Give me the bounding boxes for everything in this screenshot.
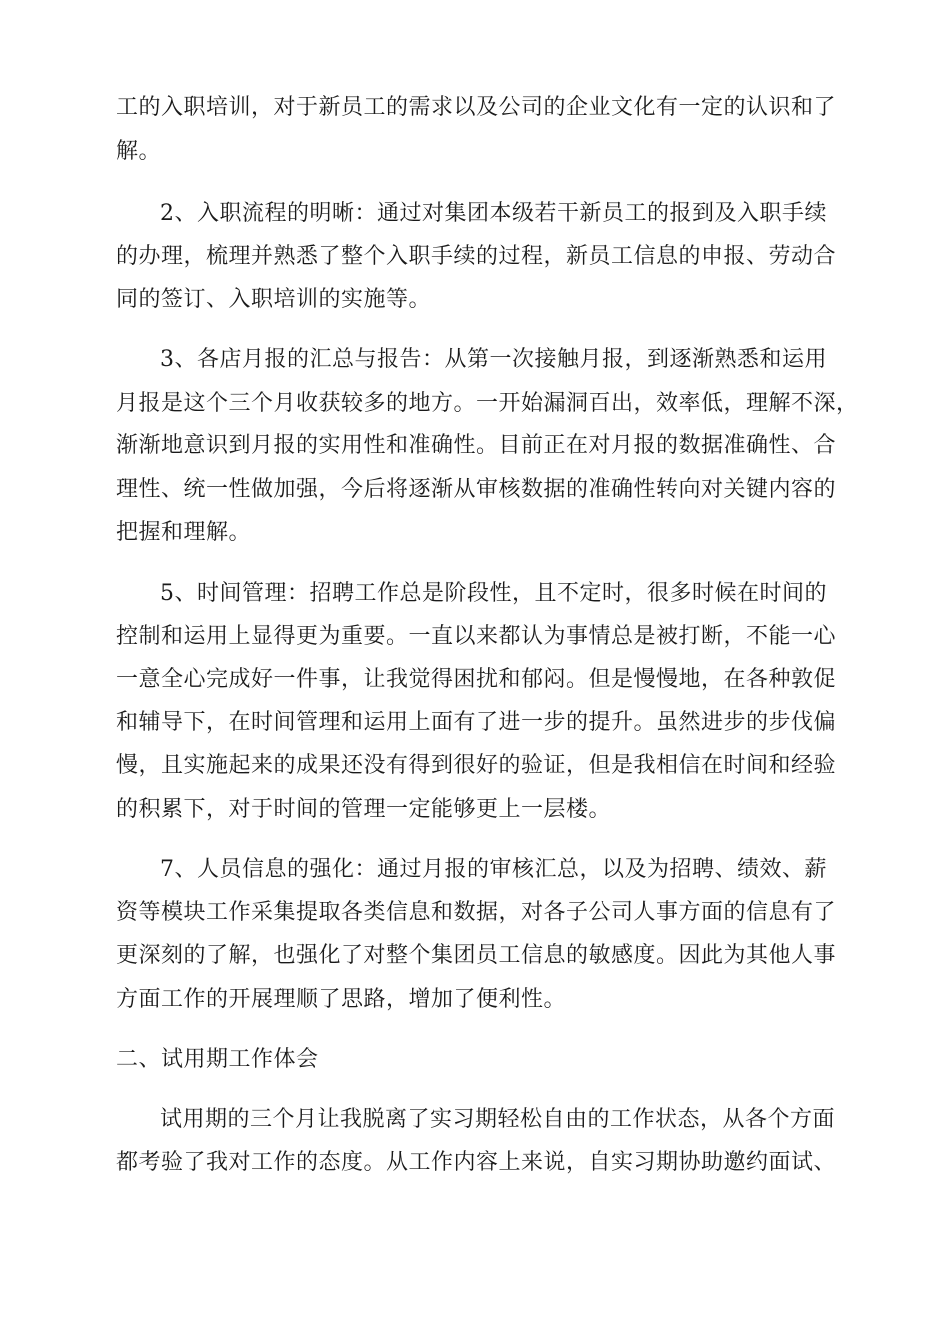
section-heading: 二、试用期工作体会 [116,1047,319,1072]
paragraph-first-line: 5、时间管理：招聘工作总是阶段性，且不定时，很多时候在时间的 [160,581,827,606]
paragraph-first-line: 3、各店月报的汇总与报告：从第一次接触月报，到逐渐熟悉和运用 [160,347,827,372]
text-line: 资等模块工作采集提取各类信息和数据，对各子公司人事方面的信息有了 [116,900,837,925]
paragraph-first-line: 试用期的三个月让我脱离了实习期轻松自由的工作状态，从各个方面 [160,1107,836,1132]
paragraph-first-line: 2、入职流程的明晰：通过对集团本级若干新员工的报到及入职手续 [160,201,827,226]
text-line: 渐渐地意识到月报的实用性和准确性。目前正在对月报的数据准确性、合 [116,433,837,458]
text-line: 月报是这个三个月收获较多的地方。一开始漏洞百出，效率低，理解不深， [116,391,859,416]
text-line: 工的入职培训，对于新员工的需求以及公司的企业文化有一定的认识和了 [116,95,837,120]
text-line: 控制和运用上显得更为重要。一直以来都认为事情总是被打断，不能一心 [116,624,837,649]
text-line: 理性、统一性做加强，今后将逐渐从审核数据的准确性转向对关键内容的 [116,477,837,502]
text-line: 更深刻的了解，也强化了对整个集团员工信息的敏感度。因此为其他人事 [116,943,837,968]
text-line: 同的签订、入职培训的实施等。 [116,287,432,312]
text-line: 一意全心完成好一件事，让我觉得困扰和郁闷。但是慢慢地，在各种敦促 [116,667,837,692]
text-line: 的办理，梳理并熟悉了整个入职手续的过程，新员工信息的申报、劳动合 [116,244,837,269]
text-line: 都考验了我对工作的态度。从工作内容上来说，自实习期协助邀约面试、 [116,1150,837,1175]
text-line: 的积累下，对于时间的管理一定能够更上一层楼。 [116,797,612,822]
text-line: 把握和理解。 [116,520,252,545]
text-line: 和辅导下，在时间管理和运用上面有了进一步的提升。虽然进步的步伐偏 [116,710,837,735]
text-line: 方面工作的开展理顺了思路，增加了便利性。 [116,987,567,1012]
text-line: 慢，且实施起来的成果还没有得到很好的验证，但是我相信在时间和经验 [116,753,837,778]
paragraph-first-line: 7、人员信息的强化：通过月报的审核汇总，以及为招聘、绩效、薪 [160,857,827,882]
text-line: 解。 [116,139,162,164]
